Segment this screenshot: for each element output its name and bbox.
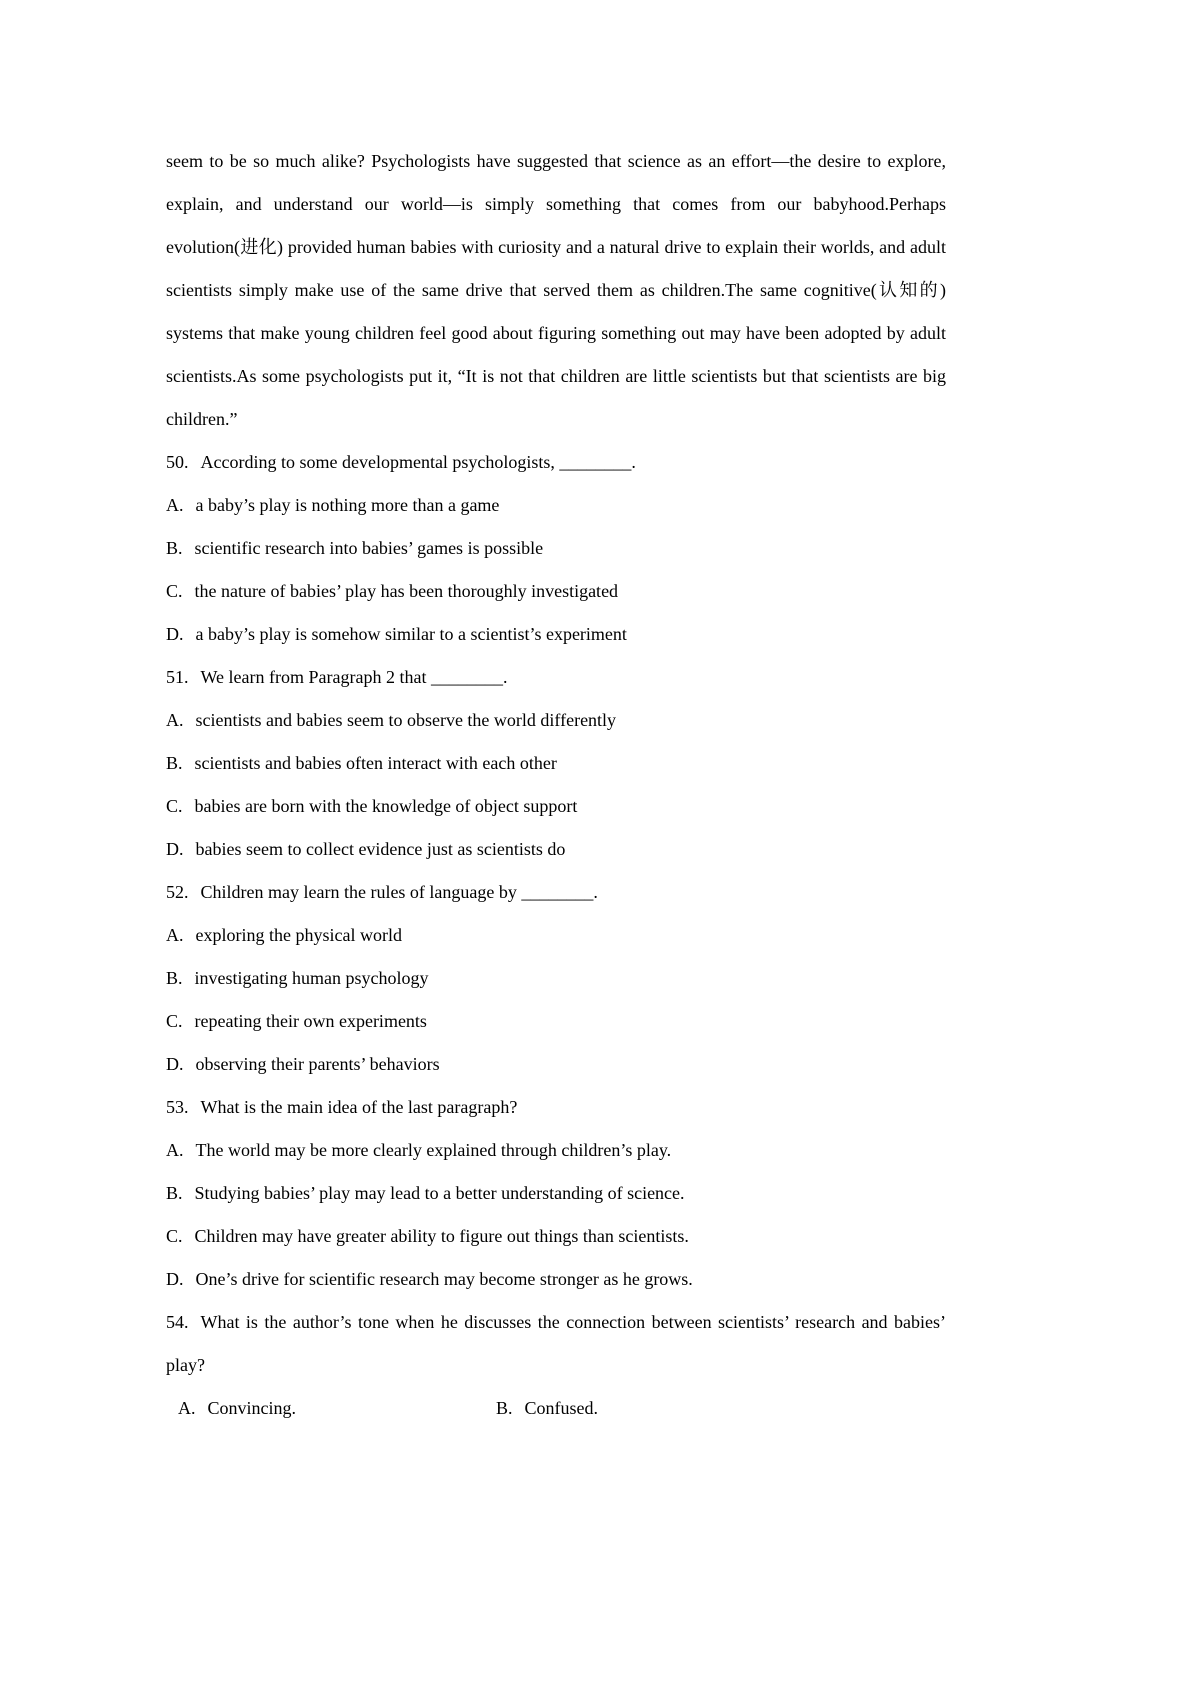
question-text: What is the author’s tone when he discusses the connection between scientists’ research and babies’ play? [166,1312,946,1375]
question-number: 53. [166,1097,189,1117]
question-number: 51. [166,667,189,687]
question-text: We learn from Paragraph 2 that ________. [200,667,508,687]
option-text: Confused. [524,1398,599,1418]
option-label: D. [166,1269,184,1289]
option-c [166,570,946,613]
question-50 [166,441,946,656]
option-c [166,785,946,828]
option-d [166,828,946,871]
option-text: scientists and babies often interact with each other [194,753,557,773]
option-c [166,1215,946,1258]
option-b [166,1172,946,1215]
option-text: the nature of babies’ play has been thoroughly investigated [194,581,619,601]
option-label: B. [166,968,183,988]
option-c [166,1000,946,1043]
option-label: B. [166,1183,183,1203]
option-text: Studying babies’ play may lead to a better understanding of science. [194,1183,685,1203]
option-a [166,484,946,527]
option-b [496,1398,598,1418]
option-label: A. [166,495,184,515]
options-row [166,1387,946,1430]
question-text: Children may learn the rules of language by ________. [200,882,598,902]
option-label: A. [166,710,184,730]
option-text: The world may be more clearly explained through children’s play. [195,1140,672,1160]
option-text: One’s drive for scientific research may become stronger as he grows. [195,1269,693,1289]
option-label: D. [166,624,184,644]
option-label: D. [166,839,184,859]
option-a [178,1387,496,1430]
option-text: babies seem to collect evidence just as scientists do [195,839,566,859]
option-label: C. [166,796,183,816]
option-text: a baby’s play is somehow similar to a scientist’s experiment [195,624,627,644]
option-label: B. [496,1398,513,1418]
option-label: D. [166,1054,184,1074]
question-stem [166,1086,946,1129]
option-text: repeating their own experiments [194,1011,427,1031]
option-d [166,1258,946,1301]
question-stem [166,871,946,914]
question-53 [166,1086,946,1301]
option-a [166,914,946,957]
option-a [166,1129,946,1172]
option-label: A. [166,925,184,945]
option-text: investigating human psychology [194,968,429,988]
question-number: 52. [166,882,189,902]
option-label: C. [166,581,183,601]
option-label: C. [166,1226,183,1246]
question-54 [166,1301,946,1430]
option-b [166,742,946,785]
option-label: B. [166,538,183,558]
option-label: A. [178,1398,196,1418]
option-label: C. [166,1011,183,1031]
option-label: A. [166,1140,184,1160]
option-a [166,699,946,742]
option-text: a baby’s play is nothing more than a game [195,495,500,515]
question-number: 50. [166,452,189,472]
option-text: babies are born with the knowledge of object support [194,796,578,816]
option-d [166,1043,946,1086]
option-text: Children may have greater ability to figure out things than scientists. [194,1226,689,1246]
option-text: exploring the physical world [195,925,402,945]
question-text: According to some developmental psychologists, ________. [200,452,636,472]
option-b [166,957,946,1000]
question-number: 54. [166,1312,189,1332]
option-label: B. [166,753,183,773]
option-text: Convincing. [207,1398,296,1418]
option-text: observing their parents’ behaviors [195,1054,440,1074]
page-content [166,140,946,1430]
question-stem [166,656,946,699]
question-52 [166,871,946,1086]
option-text: scientists and babies seem to observe the world differently [195,710,617,730]
option-text: scientific research into babies’ games is possible [194,538,544,558]
question-text: What is the main idea of the last paragraph? [200,1097,518,1117]
question-stem [166,1301,946,1387]
question-51 [166,656,946,871]
reading-passage: seem to be so much alike? Psychologists have suggested that science as an effort—the desire to explore, explain, and understand our world—is simply something that comes from our babyhood.Perhaps evolution(进化) provided human babies with curiosity and a natural drive to explain their worlds, and adult scientists simply make use of the same drive that served them as children.The same cognitive(认知的) systems that make young children feel good about figuring something out may have been adopted by adult scientists.As some psychologists put it, “It is not that children are little scientists but that scientists are big children.” [166,151,946,429]
question-stem [166,441,946,484]
option-d [166,613,946,656]
option-b [166,527,946,570]
